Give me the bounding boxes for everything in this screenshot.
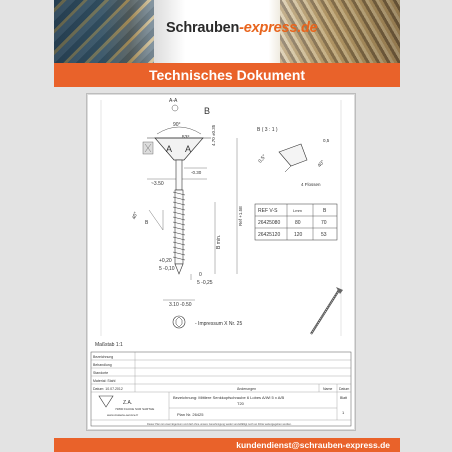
screw-tip xyxy=(175,264,183,274)
section-letter: B xyxy=(204,106,211,116)
torx-recess-view xyxy=(173,316,185,328)
technical-drawing-sheet xyxy=(86,93,356,431)
table-header-ref: REF V-S xyxy=(258,208,278,214)
dim-0-30: -0.30 xyxy=(191,170,202,175)
b-min-dim: B min. xyxy=(216,234,222,249)
brand-logo xyxy=(166,20,318,36)
tb-company-web: www.vissierie-service.fr xyxy=(107,413,139,417)
table-header-b: B xyxy=(323,208,327,214)
tb-sheet-no: 1 xyxy=(342,410,345,415)
table-header-length: Lmm xyxy=(293,208,302,213)
table-cell-r1c3: 70 xyxy=(321,220,327,226)
marker-a-right: A xyxy=(185,144,192,154)
tb-sheet-label: Blatt xyxy=(340,396,348,400)
impressum-label: - Impressum X Nr. 25 xyxy=(195,321,243,327)
footer-bar xyxy=(54,438,400,452)
title-banner xyxy=(54,63,400,87)
table-cell-r1c1: 26425080 xyxy=(258,220,281,226)
detail-label: B ( 3 : 1 ) xyxy=(257,127,278,133)
tip-dim: 3.10 -0.50 xyxy=(169,302,192,308)
dim-3-50: ~3.50 xyxy=(151,181,164,187)
table-cell-r2c2: 120 xyxy=(294,232,303,238)
table-cell-r2c3: 53 xyxy=(321,232,327,238)
tb-date-label: Datum xyxy=(339,387,350,391)
tb-changes-label: Änderungen xyxy=(237,387,257,391)
tb-plan-no: Plan Nr. 26425 xyxy=(177,412,204,417)
screw-shank xyxy=(176,160,182,190)
thread-angle-dim: 40° xyxy=(131,211,140,221)
tb-label-2: Behandlung xyxy=(93,363,112,367)
table-cell-r1c2: 80 xyxy=(295,220,301,226)
tb-designation: Bezeichnung: Mittlere Senkkopfschraube 6 Lobes A/Wi 5 x A/B xyxy=(173,395,285,400)
section-label: A-A xyxy=(169,98,178,104)
svg-text:B: B xyxy=(145,220,149,226)
tb-designation2: T20 xyxy=(237,401,244,406)
tolerance-plus: +0,20 xyxy=(159,258,172,264)
reference-table xyxy=(255,204,337,240)
scale-label: Maßstab 1:1 xyxy=(95,342,123,348)
detail-b-view xyxy=(279,144,307,166)
technical-drawing xyxy=(87,94,355,430)
detail-small: 0,5 xyxy=(323,138,330,143)
tb-label-5: Datum: 10.07.2012 xyxy=(93,387,123,391)
dim-zero: 0 xyxy=(199,272,202,278)
brand-accent: -express.de xyxy=(239,20,318,36)
head-height-dim: 4.70 ±0.35 xyxy=(211,124,216,146)
detail-note: 4 Flossen xyxy=(301,182,321,187)
page-title: Technisches Dokument xyxy=(148,67,306,83)
brand-main: Schrauben xyxy=(166,20,240,36)
tools-photo xyxy=(54,0,154,63)
tolerance-minus: 5 -0,10 xyxy=(159,266,175,272)
table-cell-r2c1: 26425120 xyxy=(258,232,281,238)
tb-disclaimer: Dieser Plan ist unser Eigentum und darf ohne unsere Genehmigung weder vervielfältigt noch an Dritte weitergegeben werden. xyxy=(147,423,292,426)
tb-label-1: Bezeichnung xyxy=(93,355,114,359)
detail-dim2: 40° xyxy=(316,159,327,169)
marker-a-left: A xyxy=(166,144,173,154)
tb-label-4: Material: Stahl xyxy=(93,379,116,383)
tb-company-name: Z.A. xyxy=(123,400,133,406)
tb-company-addr: 72800 FAUCE SUR SARTHE xyxy=(115,407,155,411)
screw-head xyxy=(155,138,203,160)
tb-name-label: Name xyxy=(323,387,333,391)
section-circle xyxy=(172,105,178,111)
title-block xyxy=(91,352,351,426)
head-angle-label: 90° xyxy=(173,122,181,128)
detail-dim1: 0,5° xyxy=(257,153,268,165)
tb-label-3: Standorte xyxy=(93,371,109,375)
support-email[interactable]: kundendienst@schrauben-express.de xyxy=(236,440,390,450)
dim-5-025: 5 -0,25 xyxy=(197,280,213,286)
screw-side-view xyxy=(311,287,343,334)
length-tol-dim: Ref +1.5E xyxy=(238,205,243,226)
